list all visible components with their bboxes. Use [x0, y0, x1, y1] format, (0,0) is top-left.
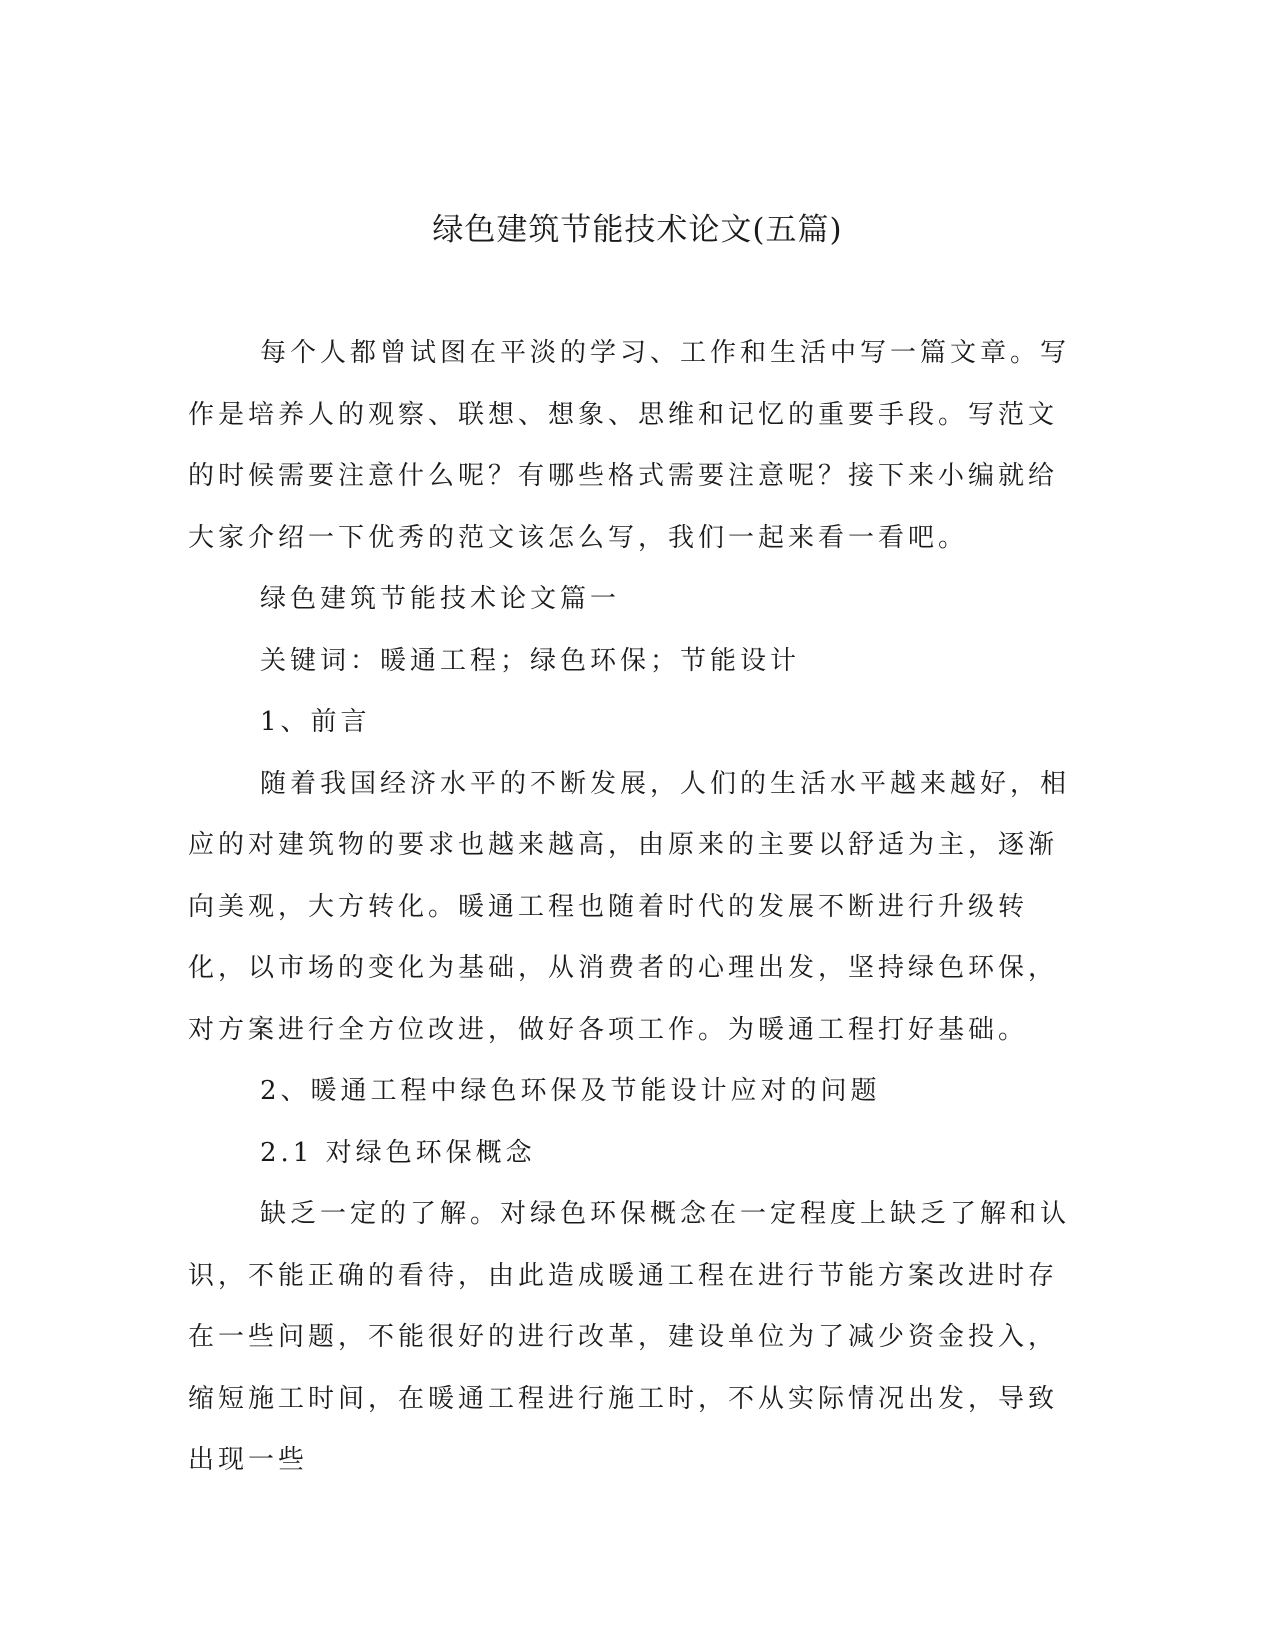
heading-preface: 1、前言 — [260, 707, 371, 737]
keywords-line: 关键词：暖通工程；绿色环保；节能设计 — [260, 645, 801, 676]
preface-paragraph: 随着我国经济水平的不断发展，人们的生活水平越来越好，相应的对建筑物的要求也越来越高，由原来的主要以舒适为主，逐渐向美观，大方转化。暖通工程也随着时代的发展不断进行升级转化，以市场的变化为基础，从消费者的心理出发，坚持绿色环保，对方案进行全方位改进，做好各项工作。为暖通工程打好基础。 — [188, 768, 1071, 1045]
intro-paragraph: 每个人都曾试图在平淡的学习、工作和生活中写一篇文章。写作是培养人的观察、联想、想象、思维和记忆的重要手段。写范文的时候需要注意什么呢？有哪些格式需要注意呢？接下来小编就给大家介绍一下优秀的范文该怎么写，我们一起来看一看吧。 — [188, 338, 1071, 553]
concept-paragraph: 缺乏一定的了解。对绿色环保概念在一定程度上缺乏了解和认识，不能正确的看待，由此造成暖通工程在进行节能方案改进时存在一些问题，不能很好的进行改革，建设单位为了减少资金投入，缩短施工时间，在暖通工程进行施工时，不从实际情况出发，导致出现一些 — [188, 1199, 1071, 1475]
subheading-concept: 2.1 对绿色环保概念 — [260, 1137, 536, 1168]
heading-issues: 2、暖通工程中绿色环保及节能设计应对的问题 — [260, 1076, 881, 1106]
section-heading: 绿色建筑节能技术论文篇一 — [260, 584, 621, 614]
document-body — [188, 323, 1083, 1492]
document-title: 绿色建筑节能技术论文(五篇) — [432, 212, 843, 248]
